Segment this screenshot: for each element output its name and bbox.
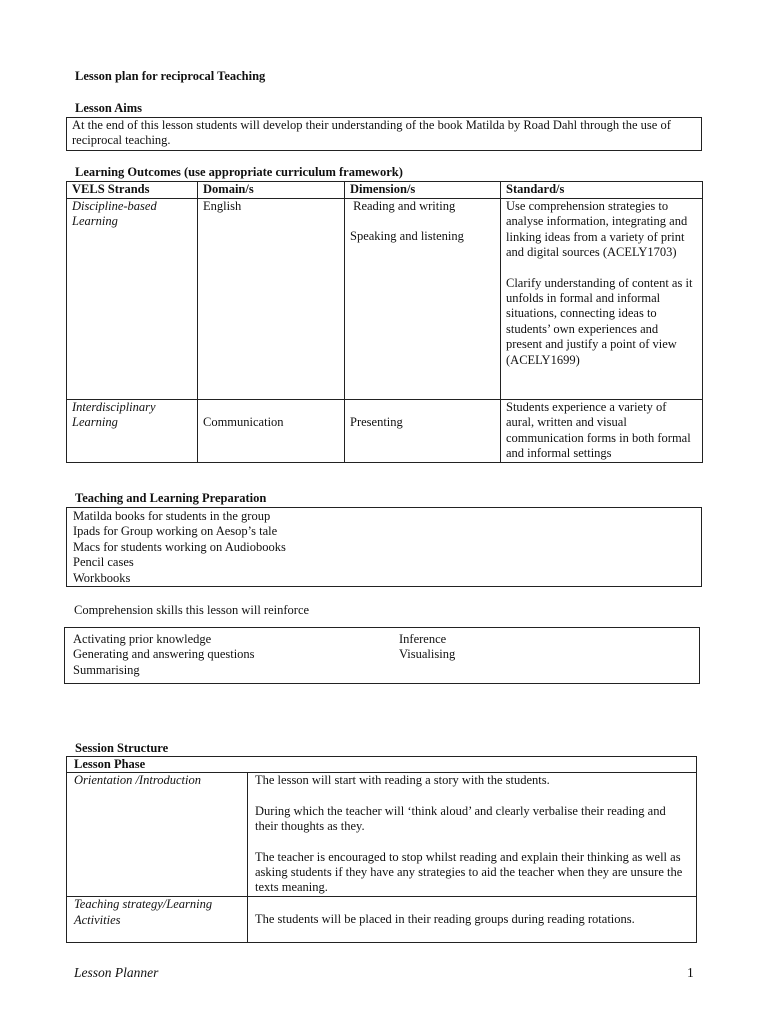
lesson-phase-header: Lesson Phase: [67, 757, 697, 773]
header-standard: Standard/s: [501, 182, 703, 199]
comprehension-box: [64, 627, 700, 684]
aims-text: At the end of this lesson students will develop their understanding of the book Matilda by Road Dahl through the use of reciprocal teaching.: [72, 118, 671, 148]
preparation-item: Ipads for Group working on Aesop’s tale: [73, 524, 278, 539]
comprehension-left-column: [73, 632, 255, 678]
strand-text: Interdisciplinary Learning: [72, 400, 156, 430]
standard-text: Clarify understanding of content as it unfolds in formal and informal situations, connecting ideas to students’ own experiences and present and justify a point of view (ACELY1699): [506, 275, 693, 367]
activity-cell: [248, 773, 697, 897]
session-header-row: [67, 757, 697, 773]
header-vels-strands: VELS Strands: [67, 182, 198, 199]
aims-box: [66, 117, 702, 151]
activity-cell: [248, 897, 697, 943]
dimension-text: Speaking and listening: [350, 229, 464, 244]
session-heading: Session Structure: [75, 741, 169, 755]
strand-cell: [67, 199, 198, 400]
phase-cell: [67, 773, 248, 897]
standard-text: Students experience a variety of aural, written and visual communication forms in both formal and informal settings: [506, 400, 691, 461]
activity-paragraph: The teacher is encouraged to stop whilst reading and explain their thinking as well as asking students if they have any strategies to aid the teacher when they are unsure the texts meaning.: [255, 849, 683, 895]
comprehension-skill: Visualising: [399, 647, 456, 662]
activity-paragraph: The students will be placed in their reading groups during reading rotations.: [255, 912, 635, 927]
outcomes-heading: Learning Outcomes (use appropriate curriculum framework): [75, 165, 403, 179]
session-row: [67, 773, 697, 897]
dimension-cell: [345, 400, 501, 463]
outcomes-header-row: [67, 182, 703, 199]
domain-text: English: [203, 199, 242, 213]
activity-paragraph: During which the teacher will ‘think aloud’ and clearly verbalise their reading and their thoughts as they.: [255, 803, 666, 834]
comprehension-heading: Comprehension skills this lesson will reinforce: [74, 603, 310, 617]
comprehension-skill: Generating and answering questions: [73, 647, 255, 662]
preparation-box: [66, 507, 702, 587]
dimension-text: Reading and writing: [350, 199, 456, 213]
domain-cell: [198, 199, 345, 400]
preparation-item: Workbooks: [73, 570, 131, 585]
header-dimension: Dimension/s: [345, 182, 501, 199]
preparation-heading: Teaching and Learning Preparation: [75, 491, 267, 505]
standard-text: Use comprehension strategies to analyse information, integrating and linking ideas from a variety of print and digital sources (ACELY1703): [506, 199, 688, 260]
strand-cell: [67, 400, 198, 463]
phase-cell: [67, 897, 248, 943]
session-table: [66, 756, 697, 943]
comprehension-right-column: [399, 632, 455, 663]
preparation-item: Pencil cases: [73, 555, 134, 570]
aims-heading: Lesson Aims: [75, 101, 143, 115]
dimension-text: Presenting: [350, 415, 403, 429]
preparation-item: Matilda books for students in the group: [73, 509, 271, 523]
activity-paragraph: The lesson will start with reading a story with the students.: [255, 773, 550, 788]
outcome-row: [67, 199, 703, 400]
outcome-row: [67, 400, 703, 463]
comprehension-skill: Inference: [399, 632, 447, 646]
strand-text: Discipline-based Learning: [72, 199, 157, 229]
page-number: 1: [687, 965, 694, 980]
footer-label: Lesson Planner: [74, 965, 159, 980]
standard-cell: [501, 400, 703, 463]
phase-text: Orientation /Introduction: [74, 773, 201, 788]
session-row: [67, 897, 697, 943]
dimension-cell: [345, 199, 501, 400]
domain-cell: [198, 400, 345, 463]
header-domain: Domain/s: [198, 182, 345, 199]
outcomes-table: [66, 181, 703, 463]
preparation-item: Macs for students working on Audiobooks: [73, 539, 286, 554]
document-title: Lesson plan for reciprocal Teaching: [75, 69, 266, 83]
phase-text: Teaching strategy/Learning Activities: [74, 897, 213, 927]
standard-cell: [501, 199, 703, 400]
comprehension-skill: Summarising: [73, 662, 140, 677]
comprehension-skill: Activating prior knowledge: [73, 632, 212, 646]
domain-text: Communication: [203, 415, 284, 429]
